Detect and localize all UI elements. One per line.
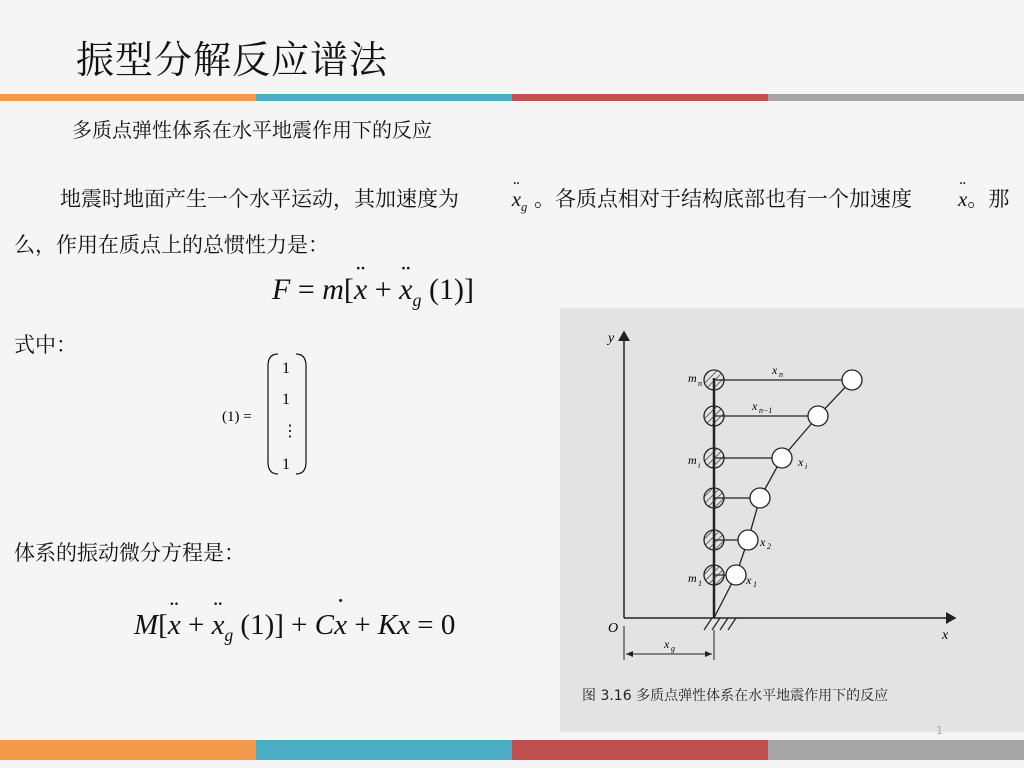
- mass-label-m1-sub: 1: [698, 579, 702, 588]
- unit-vector: [222, 346, 312, 482]
- structure-figure: [560, 308, 1024, 732]
- intro-paragraph: [14, 180, 1020, 264]
- bar-segment-blue: [256, 740, 512, 760]
- bar-segment-red: [512, 740, 768, 760]
- x-axis-label: x: [942, 628, 949, 643]
- disp-label-xn-sub: n: [779, 370, 783, 379]
- structure-diagram: [560, 308, 1024, 732]
- para-text-1: 地震时地面产生一个水平运动，其加速度为: [60, 187, 459, 211]
- disp-label-x2-sub: 2: [767, 542, 771, 551]
- ground-displacement-sub: g: [671, 644, 675, 653]
- ground-displacement-label: x: [664, 637, 670, 651]
- bottom-color-bar: [0, 740, 1024, 760]
- bar-segment-orange: [0, 740, 256, 760]
- bar-segment-blue: [256, 94, 512, 101]
- vector-entry: 1: [282, 360, 290, 377]
- displacement-lines: [714, 380, 852, 575]
- vector-entry: 1: [282, 391, 290, 408]
- inertia-force-equation: F = m[¨ x + ¨ $x_g$ (1)]: [272, 268, 474, 322]
- equation-of-motion: M[¨ x + ¨ $x_g$ (1)] + C˙ x + Kx = 0: [134, 604, 455, 656]
- disp-label-xn1-sub: n−1: [759, 406, 773, 415]
- subtitle: 多质点弹性体系在水平地震作用下的反应: [72, 118, 432, 142]
- mass-label-mn: m: [688, 371, 697, 385]
- mass-label-mi-sub: i: [698, 461, 701, 470]
- y-axis-label: y: [608, 331, 615, 346]
- bar-segment-gray: [768, 94, 1024, 101]
- vector-entry: 1: [282, 456, 290, 473]
- disp-label-x1-sub: 1: [753, 580, 757, 589]
- mass-label-mn-sub: n: [698, 379, 702, 388]
- relative-acceleration-symbol: ¨ x: [912, 187, 967, 211]
- disp-label-xi-sub: i: [805, 462, 808, 471]
- disp-label-xn1: x: [752, 399, 758, 413]
- ground-hatch: [704, 618, 736, 630]
- displaced-masses: [726, 370, 862, 585]
- para-text-3: 。那么，作用在质点上的总惯性力是：: [14, 187, 1010, 258]
- para-text-2: 。各质点相对于结构底部也有一个加速度: [534, 187, 912, 211]
- page-number: 1: [936, 724, 943, 737]
- mass-label-mi: m: [688, 453, 697, 467]
- unit-vector-lhs: (1) =: [222, 409, 252, 425]
- disp-label-xn: x: [772, 363, 778, 377]
- bar-segment-gray: [768, 740, 1024, 760]
- ground-acceleration-symbol: ¨ $x_g$: [466, 187, 528, 211]
- figure-caption: 图 3.16 多质点弹性体系在水平地震作用下的反应: [582, 688, 889, 704]
- bar-segment-red: [512, 94, 768, 101]
- slide-title: 振型分解反应谱法: [76, 38, 389, 82]
- mass-label-m1: m: [688, 571, 697, 585]
- origin-label: O: [608, 621, 619, 636]
- top-color-bar: [0, 94, 1024, 101]
- vector-entry: ⋮: [282, 423, 298, 440]
- disp-label-xi: x: [798, 455, 804, 469]
- disp-label-x1: x: [746, 573, 752, 587]
- label-where: 式中：: [14, 333, 77, 357]
- disp-label-x2: x: [760, 535, 766, 549]
- bar-segment-orange: [0, 94, 256, 101]
- label-equation-of-motion: 体系的振动微分方程是：: [14, 541, 245, 565]
